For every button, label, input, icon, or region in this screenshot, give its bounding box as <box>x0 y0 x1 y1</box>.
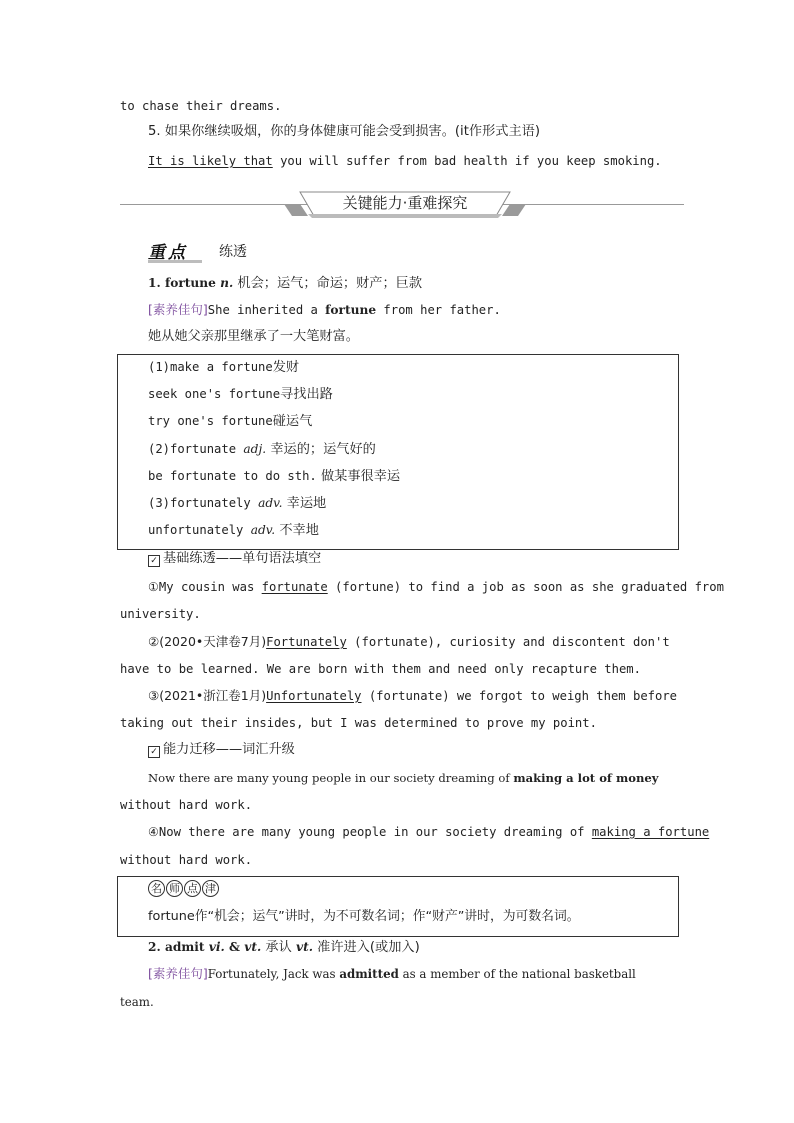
practice2-subtitle: ——词汇升级 <box>215 742 295 757</box>
box1-en: (2)fortunate <box>148 442 244 456</box>
entry2-pos1: vi. <box>204 940 229 954</box>
item5-english <box>148 153 662 169</box>
tip-char: 津 <box>202 880 219 897</box>
entry2-ex-post: as a member of the national basketball <box>398 967 636 981</box>
tip-heading <box>148 880 220 897</box>
entry1-heading <box>148 275 422 292</box>
entry2-meaning2: 准许进入(或加入) <box>312 940 420 955</box>
practice2-heading <box>148 742 295 758</box>
tip-char: 师 <box>166 880 183 897</box>
box1-row <box>148 468 400 485</box>
box1-row <box>148 386 333 403</box>
entry1-ex-bold: fortune <box>325 303 377 317</box>
box1-pos: adv. <box>250 523 276 537</box>
zhongdian-label: 练透 <box>219 244 247 260</box>
box1-cn: 幸运地 <box>282 496 327 511</box>
entry1-meaning: 机会；运气；命运；财产；巨款 <box>233 276 423 291</box>
box1-en: try one's fortune <box>148 414 273 428</box>
box1-cn: 不幸地 <box>275 523 319 538</box>
section-title: 关键能力·重难探究 <box>342 194 468 212</box>
entry2-num: 2. <box>148 940 165 954</box>
entry2-pos3: vt. <box>295 940 313 954</box>
box1-cn: 碰运气 <box>272 414 313 429</box>
item5-answer: It is likely that <box>148 154 273 168</box>
q1-answer: fortunate <box>261 580 328 594</box>
q3-line1 <box>148 688 677 704</box>
q1-line1 <box>148 579 724 595</box>
q3-line2: taking out their insides, but I was determined to prove my point. <box>120 716 597 730</box>
entry2-amp: & <box>229 940 245 954</box>
box1-cn: 寻找出路 <box>280 387 333 402</box>
practice2-sentence-line2: without hard work. <box>120 798 253 812</box>
box1-pos: adv. <box>258 496 283 510</box>
entry1-tag: [素养佳句] <box>148 302 208 317</box>
q2-answer: Fortunately <box>266 635 347 649</box>
tip-char: 名 <box>148 880 165 897</box>
zhongdian-badge: 重点 <box>148 238 202 263</box>
entry2-heading <box>148 939 420 956</box>
box1-en: unfortunately <box>148 523 251 537</box>
entry2-ex-pre: Fortunately, Jack was <box>207 967 340 981</box>
entry1-ex-post: from her father. <box>376 303 501 317</box>
box1-row <box>148 441 376 458</box>
item5-chinese: 5. 如果你继续吸烟，你的身体健康可能会受到损害。(it作形式主语) <box>148 124 540 139</box>
entry1-pos: n. <box>215 276 234 290</box>
entry2-meaning1: 承认 <box>261 940 296 955</box>
practice2-sentence <box>148 770 659 786</box>
box1-row <box>148 522 319 539</box>
q1-post: (fortune) to find a job as soon as she graduated from <box>327 580 724 594</box>
intro-line: to chase their dreams. <box>120 99 282 113</box>
practice1-subtitle: ——单句语法填空 <box>215 551 322 566</box>
box1-row <box>148 359 299 376</box>
q1-pre: ①My cousin was <box>148 580 262 594</box>
entry2-pos2: vt. <box>244 940 262 954</box>
q2-line2: have to be learned. We are born with them and need only recapture them. <box>120 662 641 676</box>
entry2-tag: [素养佳句] <box>148 966 208 981</box>
box1-en: be fortunate to do sth. <box>148 469 317 483</box>
q3-answer: Unfortunately <box>266 689 362 703</box>
entry2-example <box>148 966 636 982</box>
entry1-num: 1. <box>148 276 165 290</box>
checkbox-icon: ✓ <box>148 555 160 567</box>
q3-post: (fortunate) we forgot to weigh them before <box>361 689 678 703</box>
practice2-title: 能力迁移 <box>163 742 216 757</box>
box1-cn: 做某事很幸运 <box>316 469 401 484</box>
box1-en: seek one's fortune <box>148 387 281 401</box>
entry1-example-cn: 她从她父亲那里继承了一大笔财富。 <box>148 329 359 344</box>
entry2-ex-bold: admitted <box>339 967 399 981</box>
q4-line2: without hard work. <box>120 853 253 867</box>
practice1-heading <box>148 551 321 567</box>
item5-rest: you will suffer from bad health if you keep smoking. <box>272 154 662 168</box>
box1-en: (1)make a fortune <box>148 360 273 374</box>
q4-answer: making a fortune <box>591 825 710 839</box>
entry1-ex-pre: She inherited a <box>207 303 326 317</box>
box1-cn: 发财 <box>272 360 300 375</box>
section-banner <box>120 190 684 220</box>
tip-text: fortune作“机会；运气”讲时，为不可数名词；作“财产”讲时，为可数名词。 <box>148 909 580 924</box>
practice1-title: 基础练透 <box>163 551 216 566</box>
q2-source: ②(2020•天津卷7月) <box>148 634 267 649</box>
checkbox-icon: ✓ <box>148 746 160 758</box>
box1-en: (3)fortunately <box>148 496 259 510</box>
zhongdian-heading <box>148 238 298 263</box>
box1-row <box>148 413 312 430</box>
q2-line1 <box>148 634 670 650</box>
q1-line2: university. <box>120 607 201 621</box>
q4-line1 <box>148 824 709 840</box>
box1-pos: adj. <box>243 442 267 456</box>
q3-source: ③(2021•浙江卷1月) <box>148 688 267 703</box>
box1-cn: 幸运的；运气好的 <box>266 442 376 457</box>
entry1-word: fortune <box>164 276 216 290</box>
box1-row <box>148 495 326 512</box>
entry2-word: admit <box>164 940 205 954</box>
entry2-example-line2: team. <box>120 995 154 1009</box>
practice2-sentence-pre: Now there are many young people in our society dreaming of <box>148 771 514 785</box>
practice2-sentence-bold: making a lot of money <box>513 771 659 785</box>
q4-pre: ④Now there are many young people in our society dreaming of <box>148 825 592 839</box>
q2-post: (fortunate), curiosity and discontent don't <box>346 635 670 649</box>
entry1-example <box>148 302 501 318</box>
tip-char: 点 <box>184 880 201 897</box>
